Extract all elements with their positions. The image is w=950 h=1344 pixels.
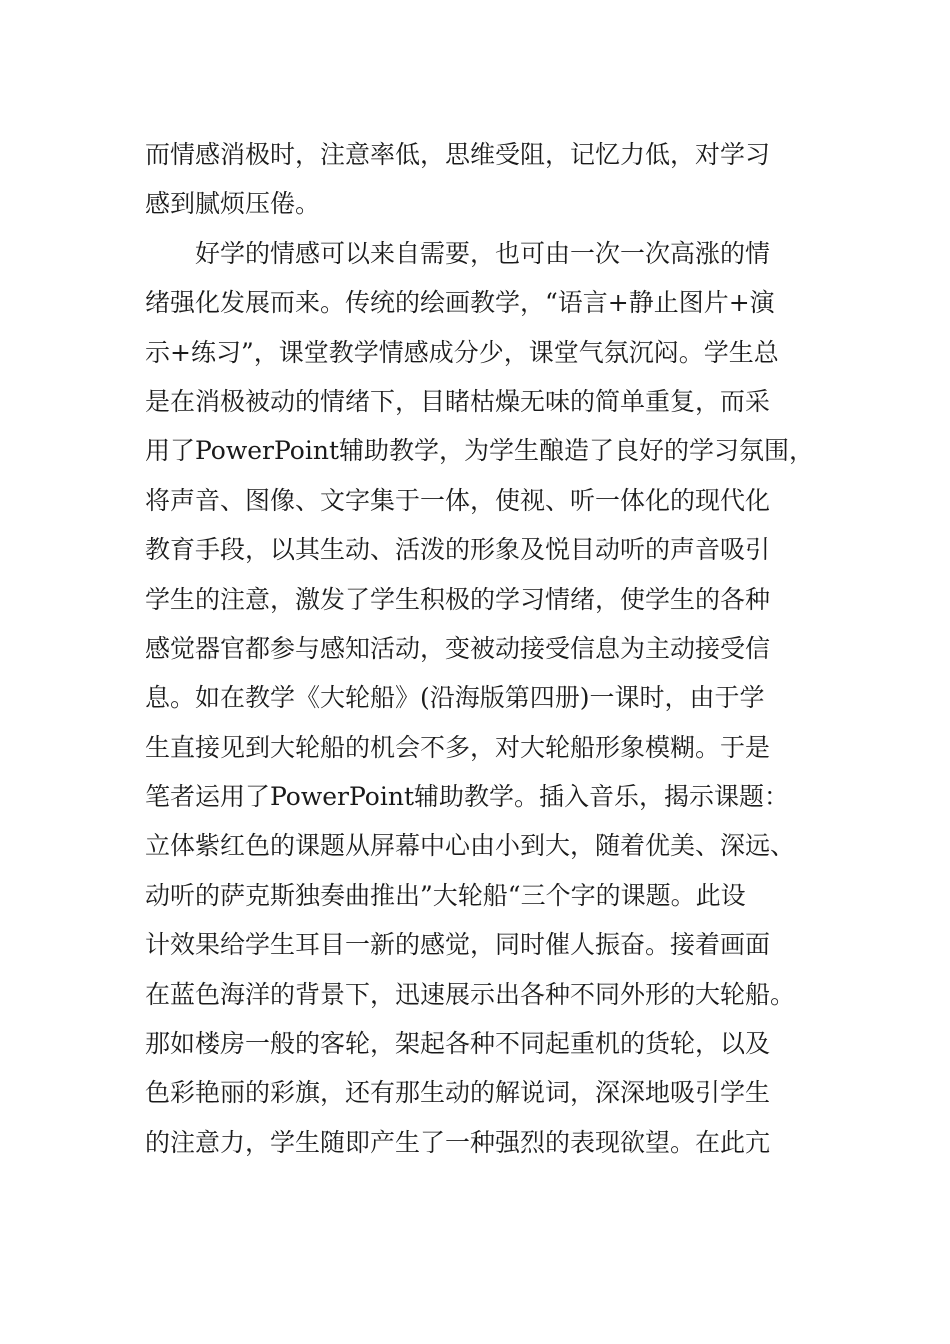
text-line: 感觉器官都参与感知活动，变被动接受信息为主动接受信 (145, 633, 771, 663)
text-line: 教育手段，以其生动、活泼的形象及悦目动听的声音吸引 (145, 535, 771, 565)
paragraph-first-line: 好学的情感可以来自需要，也可由一次一次高涨的情 (195, 238, 771, 268)
text-line: 息。如在教学《大轮船》(沿海版第四册)一课时，由于学 (145, 683, 765, 713)
text-line: 计效果给学生耳目一新的感觉，同时催人振奋。接着画面 (145, 930, 771, 960)
text-line: 感到腻烦压倦。 (145, 189, 321, 219)
text-line: 的注意力，学生随即产生了一种强烈的表现欲望。在此亢 (145, 1127, 771, 1157)
text-line: 示+练习”，课堂教学情感成分少，课堂气氛沉闷。学生总 (145, 337, 779, 367)
text-line: 将声音、图像、文字集于一体，使视、听一体化的现代化 (145, 485, 771, 515)
text-line: 动听的萨克斯独奏曲推出”大轮船“三个字的课题。此设 (145, 880, 746, 910)
text-line: 学生的注意，激发了学生积极的学习情绪，使学生的各种 (145, 584, 771, 614)
text-line: 色彩艳丽的彩旗，还有那生动的解说词，深深地吸引学生 (145, 1078, 771, 1108)
text-line: 在蓝色海洋的背景下，迅速展示出各种不同外形的大轮船。 (145, 979, 796, 1009)
text-line: 生直接见到大轮船的机会不多，对大轮船形象模糊。于是 (145, 732, 771, 762)
text-line: 立体紫红色的课题从屏幕中心由小到大，随着优美、深远、 (145, 831, 796, 861)
text-line: 用了PowerPoint辅助教学，为学生酿造了良好的学习氛围， (145, 436, 815, 466)
text-line: 笔者运用了PowerPoint辅助教学。插入音乐，揭示课题： (145, 782, 790, 812)
text-line: 是在消极被动的情绪下，目睹枯燥无味的简单重复，而采 (145, 386, 771, 416)
text-line: 而情感消极时，注意率低，思维受阻，记忆力低，对学习 (145, 140, 771, 169)
body-text (145, 130, 815, 1167)
text-line: 那如楼房一般的客轮，架起各种不同起重机的货轮，以及 (145, 1029, 771, 1059)
text-line: 绪强化发展而来。传统的绘画教学，“语言+静止图片+演 (145, 288, 775, 318)
